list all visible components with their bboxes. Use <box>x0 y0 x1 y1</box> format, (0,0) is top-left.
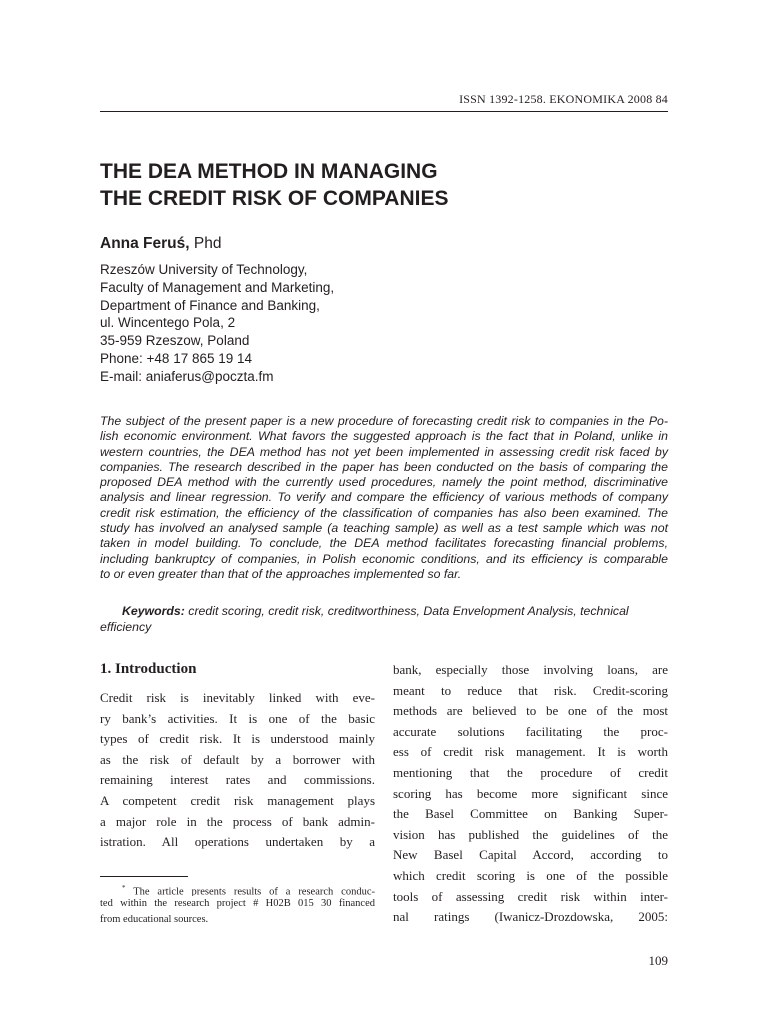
text-line: ess of credit risk management. It is worth <box>393 744 668 760</box>
text-line: bank, especially those involving loans, are <box>393 662 668 677</box>
affiliation-block <box>100 261 334 386</box>
keywords <box>100 603 668 635</box>
text-line: scoring has become more significant since <box>393 785 668 801</box>
text-line: types of credit risk. It is understood mainly <box>100 731 375 747</box>
text-line: Credit risk is inevitably linked with eve- <box>100 690 375 705</box>
author-degree: Phd <box>189 235 222 252</box>
author-name: Anna Feruś, <box>100 235 190 252</box>
footnote-line: from educational sources. <box>100 914 209 925</box>
text-line: nal ratings (Iwanicz-Drozdowska, 2005: <box>393 909 668 925</box>
footnote-line: * The article presents results of a research conduc- <box>122 884 375 896</box>
text-line: meant to reduce that risk. Credit-scoring <box>393 682 668 698</box>
text-line: remaining interest rates and commissions. <box>100 772 375 788</box>
text-line: the Basel Committee on Banking Super- <box>393 806 668 822</box>
keywords-text: credit scoring, credit risk, creditworthiness, Data Envelopment Analysis, technical efficiency <box>100 604 629 634</box>
footnote <box>100 880 375 928</box>
text-line: istration. All operations undertaken by a <box>100 834 375 850</box>
author-line <box>100 235 221 253</box>
abstract-line: including bankruptcy of companies, in Polish economic conditions, and its efficiency is comparable <box>100 551 668 566</box>
text-line: accurate solutions facilitating the proc- <box>393 723 668 739</box>
affiliation-line: ul. Wincentego Pola, 2 <box>100 315 236 331</box>
text-line: methods are believed to be one of the most <box>393 703 668 719</box>
footnote-marker: * <box>122 884 126 892</box>
abstract-line: study has involved an analysed sample (a teaching sample) as well as a test sample which was not <box>100 521 668 536</box>
footnote-rule <box>100 876 188 877</box>
affiliation-line: Phone: +48 17 865 19 14 <box>100 350 253 366</box>
affiliation-line: Faculty of Management and Marketing, <box>100 279 335 295</box>
abstract-line: western countries, the DEA method has not yet been implemented in assessing credit risk faced by <box>100 444 668 459</box>
abstract <box>100 414 668 582</box>
abstract-line: analysis and linear regression. To verify and compare the efficiency of various methods of company <box>100 490 668 505</box>
text-line: A competent credit risk management plays <box>100 792 375 808</box>
abstract-line: to or even greater than that of the approaches implemented so far. <box>100 566 462 581</box>
text-line: tools of assessing credit risk within inter- <box>393 888 668 904</box>
text-line: New Basel Capital Accord, according to <box>393 847 668 863</box>
affiliation-email: E-mail: aniaferus@poczta.fm <box>100 368 274 384</box>
paper-title <box>100 158 668 212</box>
affiliation-line: Rzeszów University of Technology, <box>100 262 308 277</box>
text-line: which credit scoring is one of the possible <box>393 867 668 883</box>
running-head: ISSN 1392-1258. EKONOMIKA 2008 84 <box>459 92 668 106</box>
abstract-line: companies. The research described in the paper has been conducted on the basis of comparing the <box>100 459 668 474</box>
section-heading: 1. Introduction <box>100 661 197 677</box>
right-column-text <box>393 660 668 928</box>
abstract-line: credit risk estimation, the efficiency of the classification of companies has also been examined. The <box>100 505 668 520</box>
left-column <box>100 660 375 853</box>
abstract-line: taken in model building. To conclude, the DEA method facilitates forecasting financial problems, <box>100 536 668 551</box>
text-line: vision has published the guidelines of the <box>393 826 668 842</box>
abstract-line: lish economic environment. What favors the suggested approach is the fact that in Poland, unlike in <box>100 429 668 444</box>
left-column-text <box>100 688 375 853</box>
text-line: a major role in the process of bank admin- <box>100 813 375 829</box>
header-rule <box>100 111 668 112</box>
text-line: ry bank’s activities. It is one of the basic <box>100 710 375 726</box>
title-line-1: THE DEA METHOD IN MANAGING <box>100 160 438 183</box>
title-line-2: THE CREDIT RISK OF COMPANIES <box>100 187 449 210</box>
text-line: as the risk of default by a borrower with <box>100 751 375 767</box>
page-number: 109 <box>648 953 668 968</box>
abstract-line: proposed DEA method with the currently used procedures, namely the point method, discriminative <box>100 475 668 490</box>
keywords-label: Keywords: <box>122 604 185 618</box>
footnote-line: ted within the research project # H02B 015 30 financed <box>100 898 375 909</box>
text-line: mentioning that the procedure of credit <box>393 764 668 780</box>
right-column <box>393 660 668 928</box>
affiliation-line: 35-959 Rzeszow, Poland <box>100 333 250 349</box>
affiliation-line: Department of Finance and Banking, <box>100 297 320 313</box>
abstract-line: The subject of the present paper is a new procedure of forecasting credit risk to companies in the Po- <box>100 414 668 428</box>
